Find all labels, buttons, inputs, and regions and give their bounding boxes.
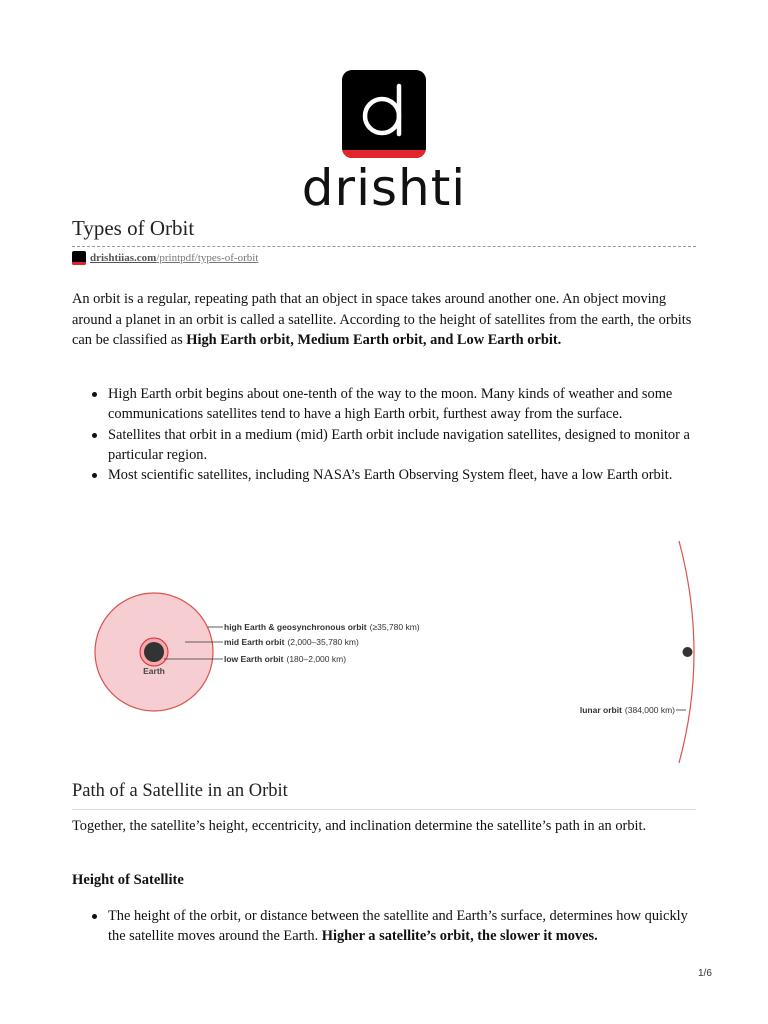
list-item — [108, 906, 700, 947]
earth-label: Earth — [143, 666, 165, 676]
title-divider — [72, 246, 696, 247]
height-bullet-text: The height of the orbit, or distance between the satellite and Earth’s surface, determines how quickly the satellite moves around the Earth. — [108, 908, 688, 945]
intro-bold-text: High Earth orbit, Medium Earth orbit, and Low Earth orbit. — [186, 332, 562, 348]
section-heading-height: Height of Satellite — [72, 872, 184, 888]
list-item: Most scientific satellites, including NASA’s Earth Observing System fleet, have a low Earth orbit. — [108, 465, 700, 485]
height-bullet-bold: Higher a satellite’s orbit, the slower it moves. — [321, 928, 598, 945]
height-list — [72, 906, 700, 947]
page-number: 1/6 — [698, 968, 712, 979]
list-item: Satellites that orbit in a medium (mid) Earth orbit include navigation satellites, designed to monitor a particular region. — [108, 425, 700, 466]
mid-orbit-label: mid Earth orbit (2,000–35,780 km) — [224, 637, 359, 647]
orbit-types-list — [72, 384, 700, 485]
list-item: High Earth orbit begins about one-tenth of the way to the moon. Many kinds of weather and some communications satellites tend to have a high Earth orbit, furthest away from the surface. — [108, 384, 700, 425]
source-path[interactable]: /printpdf/types-of-orbit — [156, 252, 259, 264]
section-divider — [72, 809, 696, 810]
earth-disc — [144, 642, 164, 662]
high-orbit-label: high Earth & geosynchronous orbit (≥35,780 km) — [224, 622, 420, 632]
orbit-diagram — [72, 538, 702, 768]
drishti-favicon-icon — [72, 251, 86, 265]
logo-wordmark: drishti — [301, 159, 467, 217]
drishti-logo — [0, 70, 768, 217]
logo-d-glyph — [342, 70, 426, 158]
source-host[interactable]: drishtiias.com — [90, 252, 157, 264]
logo-red-bar — [342, 150, 426, 158]
path-paragraph: Together, the satellite’s height, eccentricity, and inclination determine the satellite’s path in an orbit. — [72, 818, 647, 834]
low-orbit-label: low Earth orbit (180–2,000 km) — [224, 654, 347, 664]
lunar-orbit-label: lunar orbit (384,000 km) — [579, 705, 675, 715]
logo-badge — [342, 70, 426, 158]
page-title: Types of Orbit — [72, 216, 195, 240]
source-link[interactable] — [72, 251, 258, 265]
intro-text: An orbit is a regular, repeating path that an object in space takes around another one. An object moving around a planet in an orbit is called a satellite. According to the height of satellites from the earth, the orbits can be classified as — [72, 291, 692, 348]
moon-marker — [683, 647, 693, 657]
section-heading-path: Path of a Satellite in an Orbit — [72, 781, 288, 801]
intro-paragraph — [72, 289, 700, 351]
